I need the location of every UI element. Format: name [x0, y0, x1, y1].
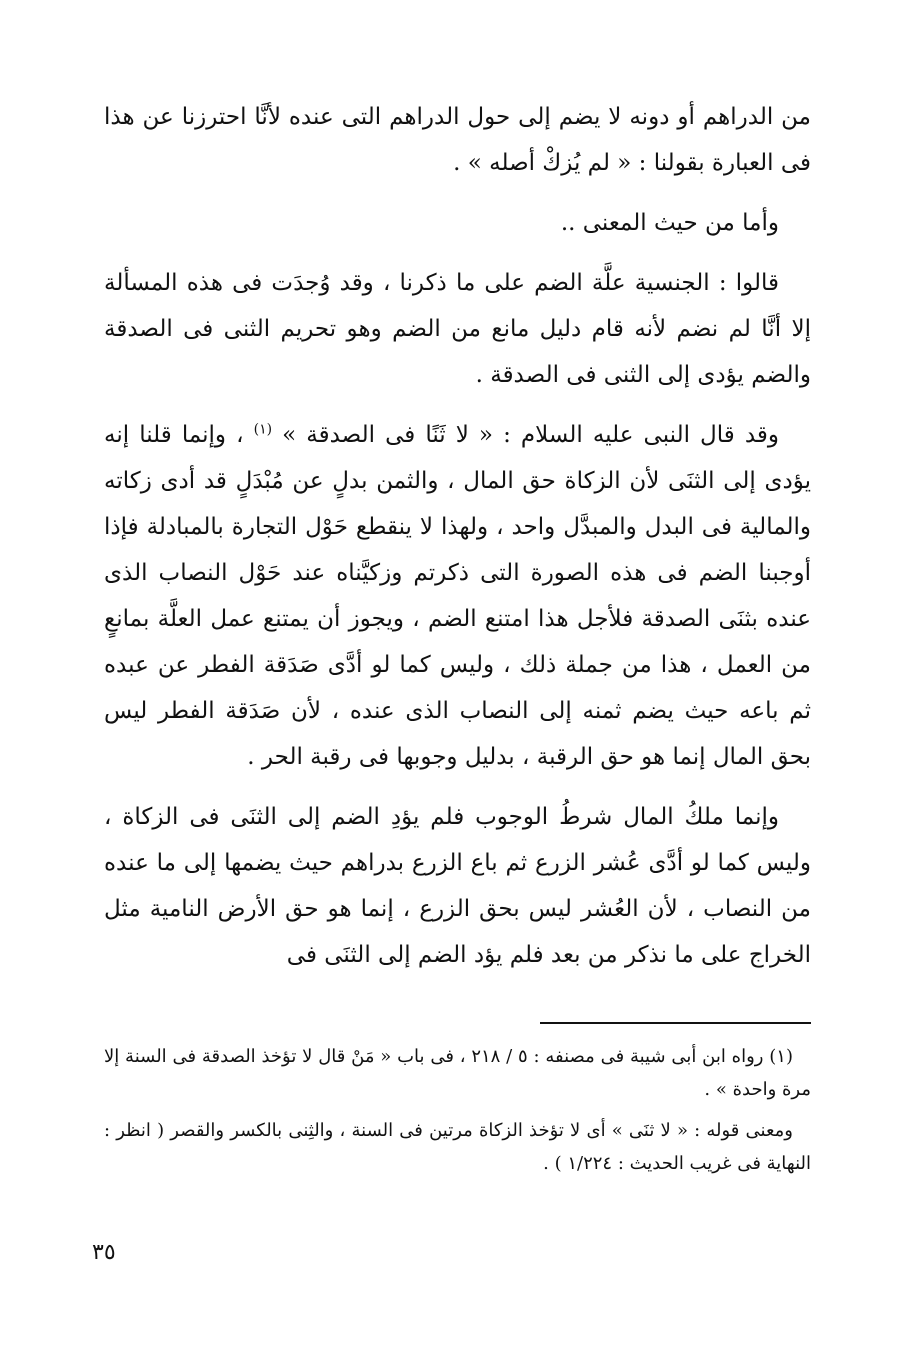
footnotes	[104, 1040, 811, 1188]
paragraph-2: وأما من حيث المعنى ..	[560, 210, 779, 236]
main-text	[104, 94, 811, 992]
paragraph-1: من الدراهم أو دونه لا يضم إلى حول الدراهم التى عنده لأنَّا احترزنا عن هذا فى العبارة بقولنا : « لم يُزكْ أصله » .	[104, 104, 811, 176]
footnote-1: (١) رواه ابن أبى شيبة فى مصنفه : ٥ / ٢١٨ ، فى باب « مَنْ قال لا تؤخذ الصدقة فى السنة إلا مرة واحدة » .	[104, 1046, 811, 1100]
footnote-marker[interactable]: (١)	[253, 421, 273, 438]
paragraph-4	[104, 412, 811, 780]
paragraph-4-continuation: ، وإنما قلنا إنه يؤدى إلى الثنَى لأن الزكاة حق المال ، والثمن بدلٍ عن مُبْدَلٍ قد أدى زكاته والمالية فى البدل والمبدَّل واحد ، ولهذا لا ينقطع حَوْل التجارة بالمبادلة فإذا أوجبنا الضم فى هذه الصورة التى ذكرتم وزكيَّناه عند حَوْل النصاب الذى عنده بثنَى الصدقة فلأجل هذا امتنع الضم ، ويجوز أن يمتنع عمل العلَّة بمانعٍ من العمل ، هذا من جملة ذلك ، وليس كما لو أدَّى صَدَقة الفطر عن عبده ثم باعه حيث يضم ثمنه إلى النصاب الذى عنده ، لأن صَدَقة الفطر ليس بحق المال إنما هو حق الرقبة ، بدليل وجوبها فى رقبة الحر .	[104, 422, 811, 770]
hadith-quote: وقد قال النبى عليه السلام : « لا ثَنًا فى الصدقة »	[282, 422, 780, 448]
paragraph-3: قالوا : الجنسية علَّة الضم على ما ذكرنا ، وقد وُجدَت فى هذه المسألة إلا أنَّا لم نضم لأنه قام دليل مانع من الضم وهو تحريم الثنى فى الصدقة والضم يؤدى إلى الثنى فى الصدقة .	[104, 270, 811, 388]
paragraph-5: وإنما ملكُ المال شرطُ الوجوب فلم يؤدِ الضم إلى الثنَى فى الزكاة ، وليس كما لو أدَّى عُشر الزرع ثم باع الزرع بدراهم حيث يضمها إلى ما عنده من النصاب ، لأن العُشر ليس بحق الزرع ، إنما هو حق الأرض النامية مثل الخراج على ما نذكر من بعد فلم يؤد الضم إلى الثنَى فى	[104, 804, 811, 968]
footnote-1-explanation: ومعنى قوله : « لا ثنَى » أى لا تؤخذ الزكاة مرتين فى السنة ، والثِنى بالكسر والقصر ( انظر : النهاية فى غريب الحديث : ١/٢٢٤ ) .	[104, 1120, 811, 1174]
footnote-divider	[540, 1022, 811, 1024]
page-number: ٣٥	[92, 1240, 116, 1265]
